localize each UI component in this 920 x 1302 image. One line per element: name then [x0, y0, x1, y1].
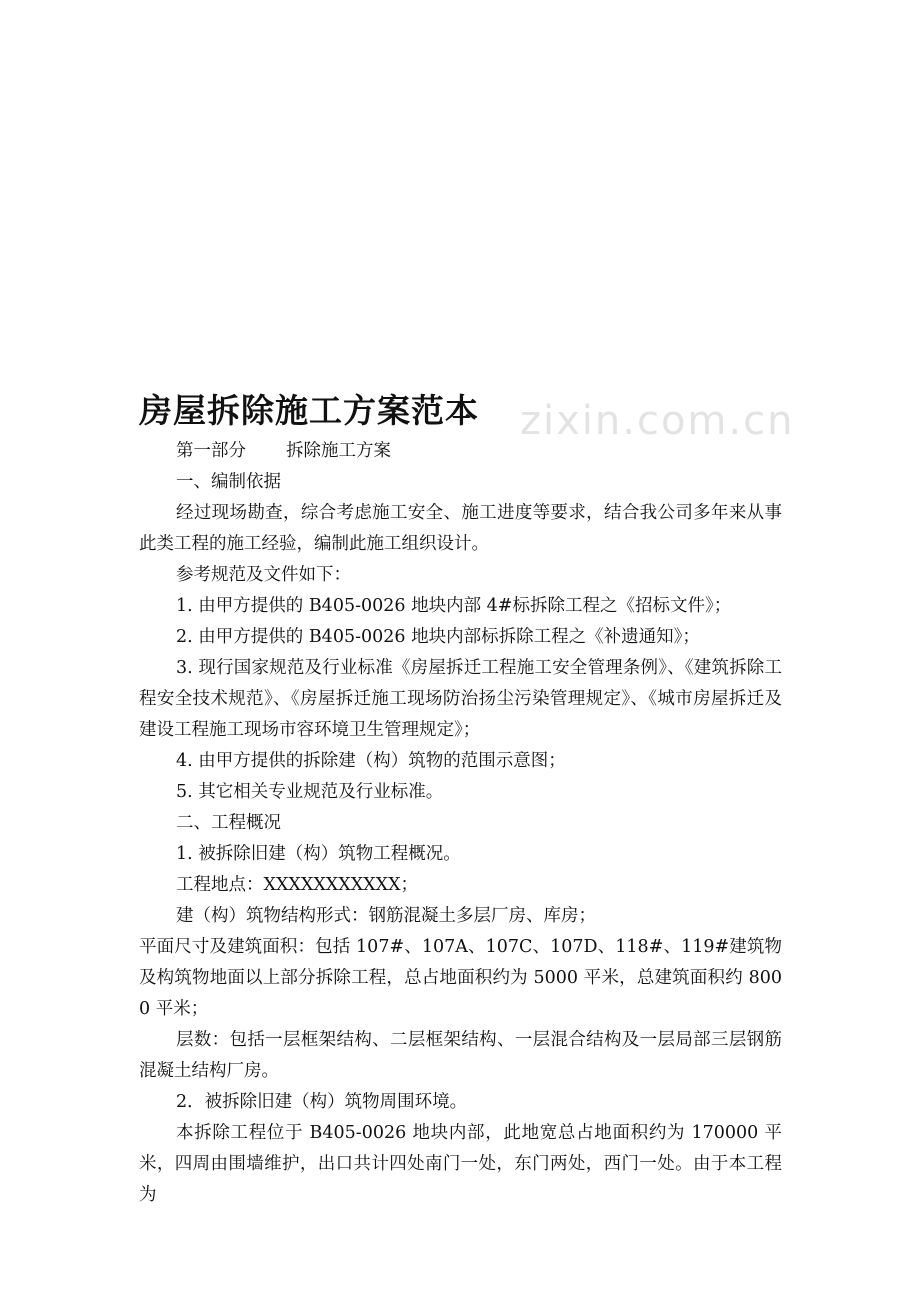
part-heading: [139, 436, 782, 467]
section-heading: 二、工程概况: [176, 813, 281, 833]
paragraph: 本拆除工程位于 B405-0026 地块内部，此地宽总占地面积约为 170000 平米，四周由围墙维护，出口共计四处南门一处，东门两处，西门一处。由于本工程为: [139, 1123, 782, 1205]
part-name: 拆除施工方案: [286, 441, 391, 461]
paragraph: 层数：包括一层框架结构、二层框架结构、一层混合结构及一层局部三层钢筋混凝土结构厂房。: [139, 1030, 782, 1081]
part-number: 第一部分: [176, 441, 246, 461]
subsection-heading: 2．被拆除旧建（构）筑物周围环境。: [176, 1092, 468, 1112]
paragraph: 经过现场勘查，综合考虑施工安全、施工进度等要求，结合我公司多年来从事此类工程的施工经验，编制此施工组织设计。: [139, 503, 782, 554]
list-item: 3. 现行国家规范及行业标准《房屋拆迁工程施工安全管理条例》、《建筑拆除工程安全技术规范》、《房屋拆迁施工现场防治扬尘污染管理规定》、《城市房屋拆迁及建设工程施工现场市容环境卫生管理规定》；: [139, 658, 782, 740]
document-body: [139, 436, 782, 1211]
paragraph: 参考规范及文件如下：: [176, 565, 351, 585]
list-item: 5. 其它相关专业规范及行业标准。: [176, 782, 444, 802]
document-title: 房屋拆除施工方案范本: [139, 391, 479, 430]
list-item: 1. 由甲方提供的 B405-0026 地块内部 4#标拆除工程之《招标文件》；: [176, 596, 732, 616]
paragraph: 建（构）筑物结构形式：钢筋混凝土多层厂房、库房；: [176, 906, 596, 926]
paragraph: 平面尺寸及建筑面积：包括 107#、107A、107C、107D、118#、119#建筑物及构筑物地面以上部分拆除工程，总占地面积约为 5000 平米，总建筑面积约 8000 平米；: [139, 937, 782, 1019]
watermark: zixin.com.cn: [520, 398, 795, 444]
paragraph: 工程地点：XXXXXXXXXXX；: [176, 875, 419, 895]
section-heading: 一、编制依据: [176, 472, 281, 492]
subsection-heading: 1. 被拆除旧建（构）筑物工程概况。: [176, 844, 461, 864]
list-item: 2. 由甲方提供的 B405-0026 地块内部标拆除工程之《补遗通知》；: [176, 627, 700, 647]
list-item: 4. 由甲方提供的拆除建（构）筑物的范围示意图；: [176, 751, 566, 771]
